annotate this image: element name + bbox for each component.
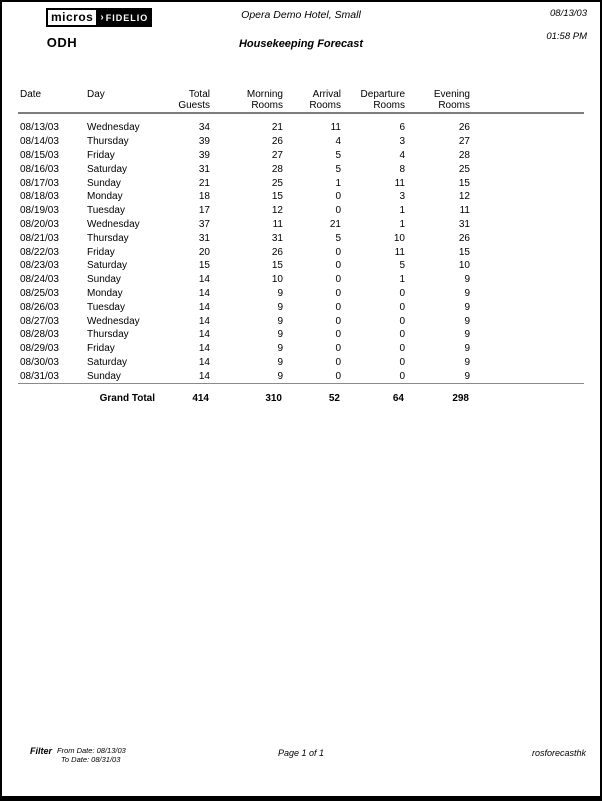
table-row xyxy=(18,314,584,328)
cell-filler xyxy=(470,176,584,190)
cell-filler xyxy=(470,259,584,273)
forecast-table-body xyxy=(18,113,584,384)
table-row xyxy=(18,231,584,245)
cell-departure-rooms: 8 xyxy=(399,163,405,175)
table-row xyxy=(18,176,584,190)
col-header-label: Date xyxy=(20,89,42,100)
cell-total-guests: 39 xyxy=(198,136,210,148)
cell-day: Saturday xyxy=(87,163,128,175)
cell-filler xyxy=(470,204,584,218)
cell-total-guests: 31 xyxy=(198,232,210,244)
grand-total-guests: 414 xyxy=(192,393,209,405)
cell-filler xyxy=(470,231,584,245)
cell-date: 08/21/03 xyxy=(20,232,59,244)
cell-morning-rooms: 9 xyxy=(210,369,283,383)
cell-evening-rooms: 9 xyxy=(464,274,470,286)
cell-day: Friday xyxy=(87,149,115,161)
table-row xyxy=(18,259,584,273)
filter-from-date: From Date: 08/13/03 xyxy=(57,746,126,755)
table-row xyxy=(18,218,584,232)
cell-arrival-rooms: 4 xyxy=(335,136,341,148)
cell-date: 08/17/03 xyxy=(20,177,59,189)
cell-evening-rooms: 25 xyxy=(458,163,470,175)
cell-morning-rooms: 10 xyxy=(271,274,283,286)
cell-departure-rooms: 6 xyxy=(399,122,405,134)
col-header-arrival-rooms xyxy=(283,89,341,113)
cell-arrival-rooms: 0 xyxy=(283,369,341,383)
cell-date: 08/22/03 xyxy=(20,246,59,258)
cell-arrival-rooms: 5 xyxy=(335,232,341,244)
cell-date: 08/15/03 xyxy=(20,149,59,161)
cell-filler xyxy=(470,149,584,163)
cell-date: 08/27/03 xyxy=(20,315,59,327)
cell-departure-rooms: 0 xyxy=(399,356,405,368)
cell-filler xyxy=(470,273,584,287)
table-row xyxy=(18,113,584,135)
cell-date: 08/14/03 xyxy=(20,136,59,148)
cell-day: Tuesday xyxy=(87,205,125,217)
cell-day: Sunday xyxy=(85,369,155,383)
cell-filler xyxy=(470,300,584,314)
forecast-table-container xyxy=(18,89,584,413)
cell-evening-rooms: 9 xyxy=(405,369,470,383)
table-row xyxy=(18,245,584,259)
cell-date: 08/30/03 xyxy=(20,356,59,368)
cell-departure-rooms: 1 xyxy=(399,218,405,230)
cell-departure-rooms: 4 xyxy=(399,149,405,161)
logo-micros-text: micros xyxy=(46,8,98,27)
cell-morning-rooms: 26 xyxy=(271,136,283,148)
cell-total-guests: 14 xyxy=(198,315,210,327)
cell-evening-rooms: 12 xyxy=(458,191,470,203)
cell-total-guests: 21 xyxy=(198,177,210,189)
cell-morning-rooms: 21 xyxy=(271,122,283,134)
col-header-day xyxy=(85,89,155,113)
col-header-label: Rooms xyxy=(373,100,405,111)
cell-filler xyxy=(470,113,584,135)
col-header-departure-rooms xyxy=(341,89,405,113)
cell-total-guests: 14 xyxy=(155,369,210,383)
cell-arrival-rooms: 0 xyxy=(335,274,341,286)
cell-total-guests: 14 xyxy=(198,301,210,313)
cell-day: Friday xyxy=(87,246,115,258)
cell-arrival-rooms: 0 xyxy=(335,343,341,355)
print-date: 08/13/03 xyxy=(550,8,587,19)
cell-total-guests: 31 xyxy=(198,163,210,175)
cell-total-guests: 34 xyxy=(198,122,210,134)
cell-departure-rooms: 11 xyxy=(394,177,405,189)
table-row xyxy=(18,135,584,149)
cell-total-guests: 14 xyxy=(198,274,210,286)
cell-arrival-rooms: 21 xyxy=(329,218,341,230)
cell-departure-rooms: 11 xyxy=(394,246,405,258)
cell-total-guests: 14 xyxy=(198,287,210,299)
cell-arrival-rooms: 0 xyxy=(335,287,341,299)
cell-day: Thursday xyxy=(87,232,129,244)
cell-day: Friday xyxy=(87,343,115,355)
col-header-label: Rooms xyxy=(438,100,470,111)
grand-total-label: Grand Total xyxy=(99,393,155,405)
cell-morning-rooms: 28 xyxy=(271,163,283,175)
cell-evening-rooms: 28 xyxy=(458,149,470,161)
cell-day: Thursday xyxy=(87,329,129,341)
print-datetime xyxy=(546,8,587,42)
cell-filler xyxy=(470,314,584,328)
cell-departure-rooms: 0 xyxy=(399,301,405,313)
cell-date: 08/16/03 xyxy=(20,163,59,175)
cell-total-guests: 17 xyxy=(198,205,210,217)
grand-total-filler xyxy=(470,384,584,414)
cell-morning-rooms: 9 xyxy=(277,356,283,368)
cell-evening-rooms: 9 xyxy=(464,287,470,299)
page-number: Page 1 of 1 xyxy=(277,748,325,758)
cell-date: 08/29/03 xyxy=(20,343,59,355)
cell-arrival-rooms: 5 xyxy=(335,163,341,175)
cell-morning-rooms: 15 xyxy=(271,191,283,203)
cell-day: Saturday xyxy=(87,260,128,272)
table-row xyxy=(18,149,584,163)
cell-arrival-rooms: 11 xyxy=(330,122,341,134)
cell-morning-rooms: 26 xyxy=(271,246,283,258)
cell-total-guests: 37 xyxy=(198,218,210,230)
property-code: ODH xyxy=(46,35,78,50)
cell-arrival-rooms: 1 xyxy=(335,177,341,189)
cell-departure-rooms: 0 xyxy=(341,369,405,383)
grand-total-morning-rooms: 310 xyxy=(265,393,282,405)
table-header-row xyxy=(18,89,584,113)
hotel-name: Opera Demo Hotel, Small xyxy=(241,9,361,21)
cell-day: Wednesday xyxy=(87,218,140,230)
cell-morning-rooms: 9 xyxy=(277,343,283,355)
cell-departure-rooms: 5 xyxy=(399,260,405,272)
col-header-filler xyxy=(470,89,584,113)
print-time: 01:58 PM xyxy=(546,31,587,42)
cell-departure-rooms: 0 xyxy=(399,343,405,355)
cell-morning-rooms: 25 xyxy=(271,177,283,189)
cell-evening-rooms: 10 xyxy=(458,260,470,272)
cell-filler xyxy=(470,162,584,176)
forecast-table xyxy=(18,89,584,413)
col-header-label: Day xyxy=(87,89,105,100)
cell-date: 08/19/03 xyxy=(20,205,59,217)
cell-departure-rooms: 10 xyxy=(393,232,405,244)
cell-departure-rooms: 0 xyxy=(399,287,405,299)
cell-total-guests: 20 xyxy=(198,246,210,258)
cell-departure-rooms: 0 xyxy=(399,329,405,341)
cell-evening-rooms: 9 xyxy=(464,301,470,313)
cell-day: Sunday xyxy=(87,177,121,189)
report-id: rosforecasthk xyxy=(531,748,586,758)
cell-date: 08/26/03 xyxy=(20,301,59,313)
cell-day: Wednesday xyxy=(87,315,140,327)
cell-evening-rooms: 9 xyxy=(464,356,470,368)
cell-departure-rooms: 3 xyxy=(399,136,405,148)
cell-morning-rooms: 9 xyxy=(277,301,283,313)
cell-day: Wednesday xyxy=(87,122,140,134)
cell-day: Sunday xyxy=(87,274,121,286)
cell-morning-rooms: 9 xyxy=(277,329,283,341)
table-row xyxy=(18,273,584,287)
cell-evening-rooms: 26 xyxy=(458,122,470,134)
cell-total-guests: 15 xyxy=(198,260,210,272)
col-header-label: Morning xyxy=(246,89,283,100)
table-row xyxy=(18,204,584,218)
cell-date: 08/23/03 xyxy=(20,260,59,272)
col-header-label: Total xyxy=(188,89,210,100)
cell-arrival-rooms: 0 xyxy=(335,301,341,313)
cell-total-guests: 14 xyxy=(198,356,210,368)
cell-date: 08/24/03 xyxy=(20,274,59,286)
chevron-right-icon: › xyxy=(100,12,105,23)
table-row xyxy=(18,369,584,383)
table-row xyxy=(18,342,584,356)
filter-to-date: To Date: 08/31/03 xyxy=(61,755,121,764)
cell-filler xyxy=(470,287,584,301)
col-header-label: Rooms xyxy=(251,100,283,111)
table-row xyxy=(18,328,584,342)
cell-departure-rooms: 0 xyxy=(399,315,405,327)
cell-day: Thursday xyxy=(87,136,129,148)
col-header-total-guests xyxy=(155,89,210,113)
cell-date: 08/13/03 xyxy=(20,122,59,134)
cell-departure-rooms: 1 xyxy=(399,205,405,217)
col-header-label: Rooms xyxy=(309,100,341,111)
cell-morning-rooms: 9 xyxy=(277,315,283,327)
cell-arrival-rooms: 0 xyxy=(335,191,341,203)
cell-arrival-rooms: 0 xyxy=(335,260,341,272)
cell-date: 08/18/03 xyxy=(20,191,59,203)
table-row xyxy=(18,300,584,314)
cell-evening-rooms: 9 xyxy=(464,343,470,355)
cell-day: Tuesday xyxy=(87,301,125,313)
col-header-label: Evening xyxy=(433,89,470,100)
cell-total-guests: 39 xyxy=(198,149,210,161)
cell-morning-rooms: 31 xyxy=(271,232,283,244)
grand-total-evening-rooms: 298 xyxy=(452,393,469,405)
cell-arrival-rooms: 0 xyxy=(335,329,341,341)
cell-filler xyxy=(470,356,584,370)
cell-date: 08/28/03 xyxy=(20,329,59,341)
cell-evening-rooms: 15 xyxy=(458,246,470,258)
table-row xyxy=(18,356,584,370)
table-row xyxy=(18,287,584,301)
cell-evening-rooms: 15 xyxy=(458,177,470,189)
cell-filler xyxy=(470,245,584,259)
cell-total-guests: 14 xyxy=(198,343,210,355)
cell-morning-rooms: 11 xyxy=(272,218,283,230)
cell-filler xyxy=(470,218,584,232)
col-header-date xyxy=(18,89,85,113)
cell-arrival-rooms: 5 xyxy=(335,149,341,161)
table-row xyxy=(18,190,584,204)
cell-morning-rooms: 27 xyxy=(271,149,283,161)
cell-evening-rooms: 31 xyxy=(458,218,470,230)
cell-total-guests: 14 xyxy=(198,329,210,341)
cell-departure-rooms: 3 xyxy=(399,191,405,203)
cell-day: Monday xyxy=(87,191,123,203)
logo-fidelio-text: FIDELIO xyxy=(105,12,149,23)
cell-evening-rooms: 27 xyxy=(458,136,470,148)
cell-filler xyxy=(470,328,584,342)
cell-arrival-rooms: 0 xyxy=(335,356,341,368)
cell-departure-rooms: 1 xyxy=(399,274,405,286)
cell-date: 08/20/03 xyxy=(20,218,59,230)
cell-evening-rooms: 9 xyxy=(464,329,470,341)
cell-evening-rooms: 9 xyxy=(464,315,470,327)
filter-label: Filter xyxy=(30,746,53,756)
col-header-evening-rooms xyxy=(405,89,470,113)
cell-morning-rooms: 12 xyxy=(271,205,283,217)
cell-evening-rooms: 11 xyxy=(459,205,470,217)
cell-arrival-rooms: 0 xyxy=(335,246,341,258)
col-header-label: Arrival xyxy=(312,89,341,100)
grand-total-departure-rooms: 64 xyxy=(392,393,404,405)
cell-day: Monday xyxy=(87,287,123,299)
cell-evening-rooms: 26 xyxy=(458,232,470,244)
cell-total-guests: 18 xyxy=(198,191,210,203)
cell-filler xyxy=(470,369,584,383)
col-header-morning-rooms xyxy=(210,89,283,113)
table-row xyxy=(18,162,584,176)
cell-arrival-rooms: 0 xyxy=(335,205,341,217)
cell-filler xyxy=(470,342,584,356)
col-header-label: Guests xyxy=(178,100,210,111)
cell-filler xyxy=(470,190,584,204)
cell-morning-rooms: 15 xyxy=(271,260,283,272)
grand-total-arrival-rooms: 52 xyxy=(328,393,340,405)
col-header-label: Departure xyxy=(360,89,405,100)
grand-total-row xyxy=(18,384,584,414)
cell-date: 08/31/03 xyxy=(18,369,85,383)
cell-filler xyxy=(470,135,584,149)
cell-date: 08/25/03 xyxy=(20,287,59,299)
cell-arrival-rooms: 0 xyxy=(335,315,341,327)
report-title: Housekeeping Forecast xyxy=(238,38,364,50)
cell-morning-rooms: 9 xyxy=(277,287,283,299)
cell-day: Saturday xyxy=(87,356,128,368)
